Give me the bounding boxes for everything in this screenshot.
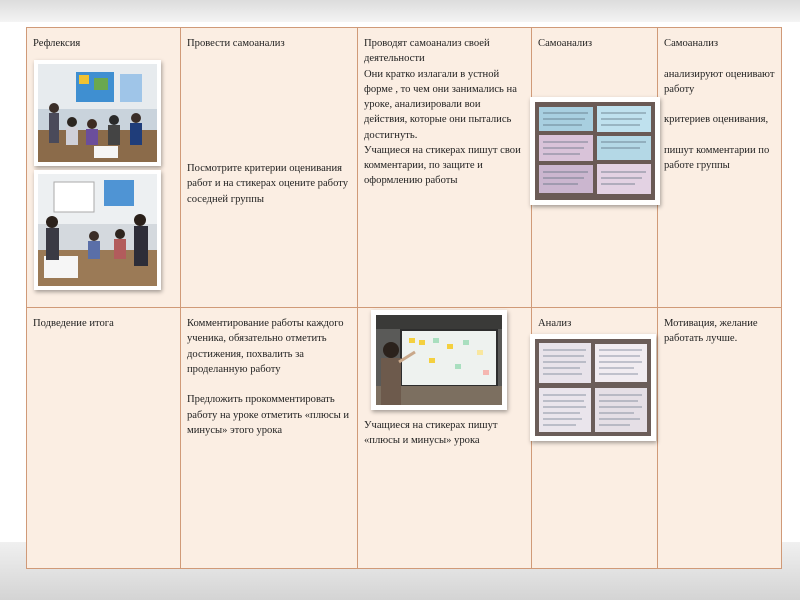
teacher-activity-cell [181,308,358,569]
outcome-cell [658,28,782,308]
stage-cell [27,308,181,569]
lesson-plan-table [26,27,782,569]
outcome-text: Мотивация, желание работать лучше. [664,318,758,345]
activity-instructions: Комментирование работы каждого ученика, обязательно отметить достижения, похвалить за проделанную работу Предложить прокомментировать работу на уроке отметить «плюсы и минусы» этого урока [187,318,350,436]
activity-heading: Провести самоанализ [187,38,285,49]
activity-instructions: Посмотрите критерии оценивания работ и на стикерах оцените работу соседней группы [187,163,349,205]
assessment-label: Самоанализ [538,38,593,49]
classroom-photo-1 [34,60,161,166]
table-row [27,308,782,569]
sticker-board-photo-1 [530,97,660,205]
stage-label: Рефлексия [33,38,81,49]
assessment-label: Анализ [538,318,572,329]
stage-cell [27,28,181,308]
assessment-cell [532,28,658,308]
classroom-photo-2 [34,170,161,290]
student-activity-text: Проводят самоанализ своей деятельности Они кратко излагали в устной форме , то чем они занимались на уроке, анализировали вои действия, которые они пытались достигнуть. Учащиеся на стикерах пишут свои комментарии, по защите и оформлению работы [364,38,521,187]
sticker-board-photo-2 [530,334,656,441]
assessment-cell [532,308,658,569]
stage-label: Подведение итога [33,318,114,329]
teacher-activity-cell [181,28,358,308]
whiteboard-photo [371,310,507,410]
student-activity-cell [358,308,532,569]
student-activity-cell [358,28,532,308]
slide-top-band [0,0,800,22]
outcome-text: Самоанализ анализируют оценивают работу критериев оценивания, пишут комментарии по работе группы [664,38,775,171]
student-activity-text: Учащиеся на стикерах пишут «плюсы и минусы» урока [364,420,498,447]
table-row [27,28,782,308]
outcome-cell [658,308,782,569]
